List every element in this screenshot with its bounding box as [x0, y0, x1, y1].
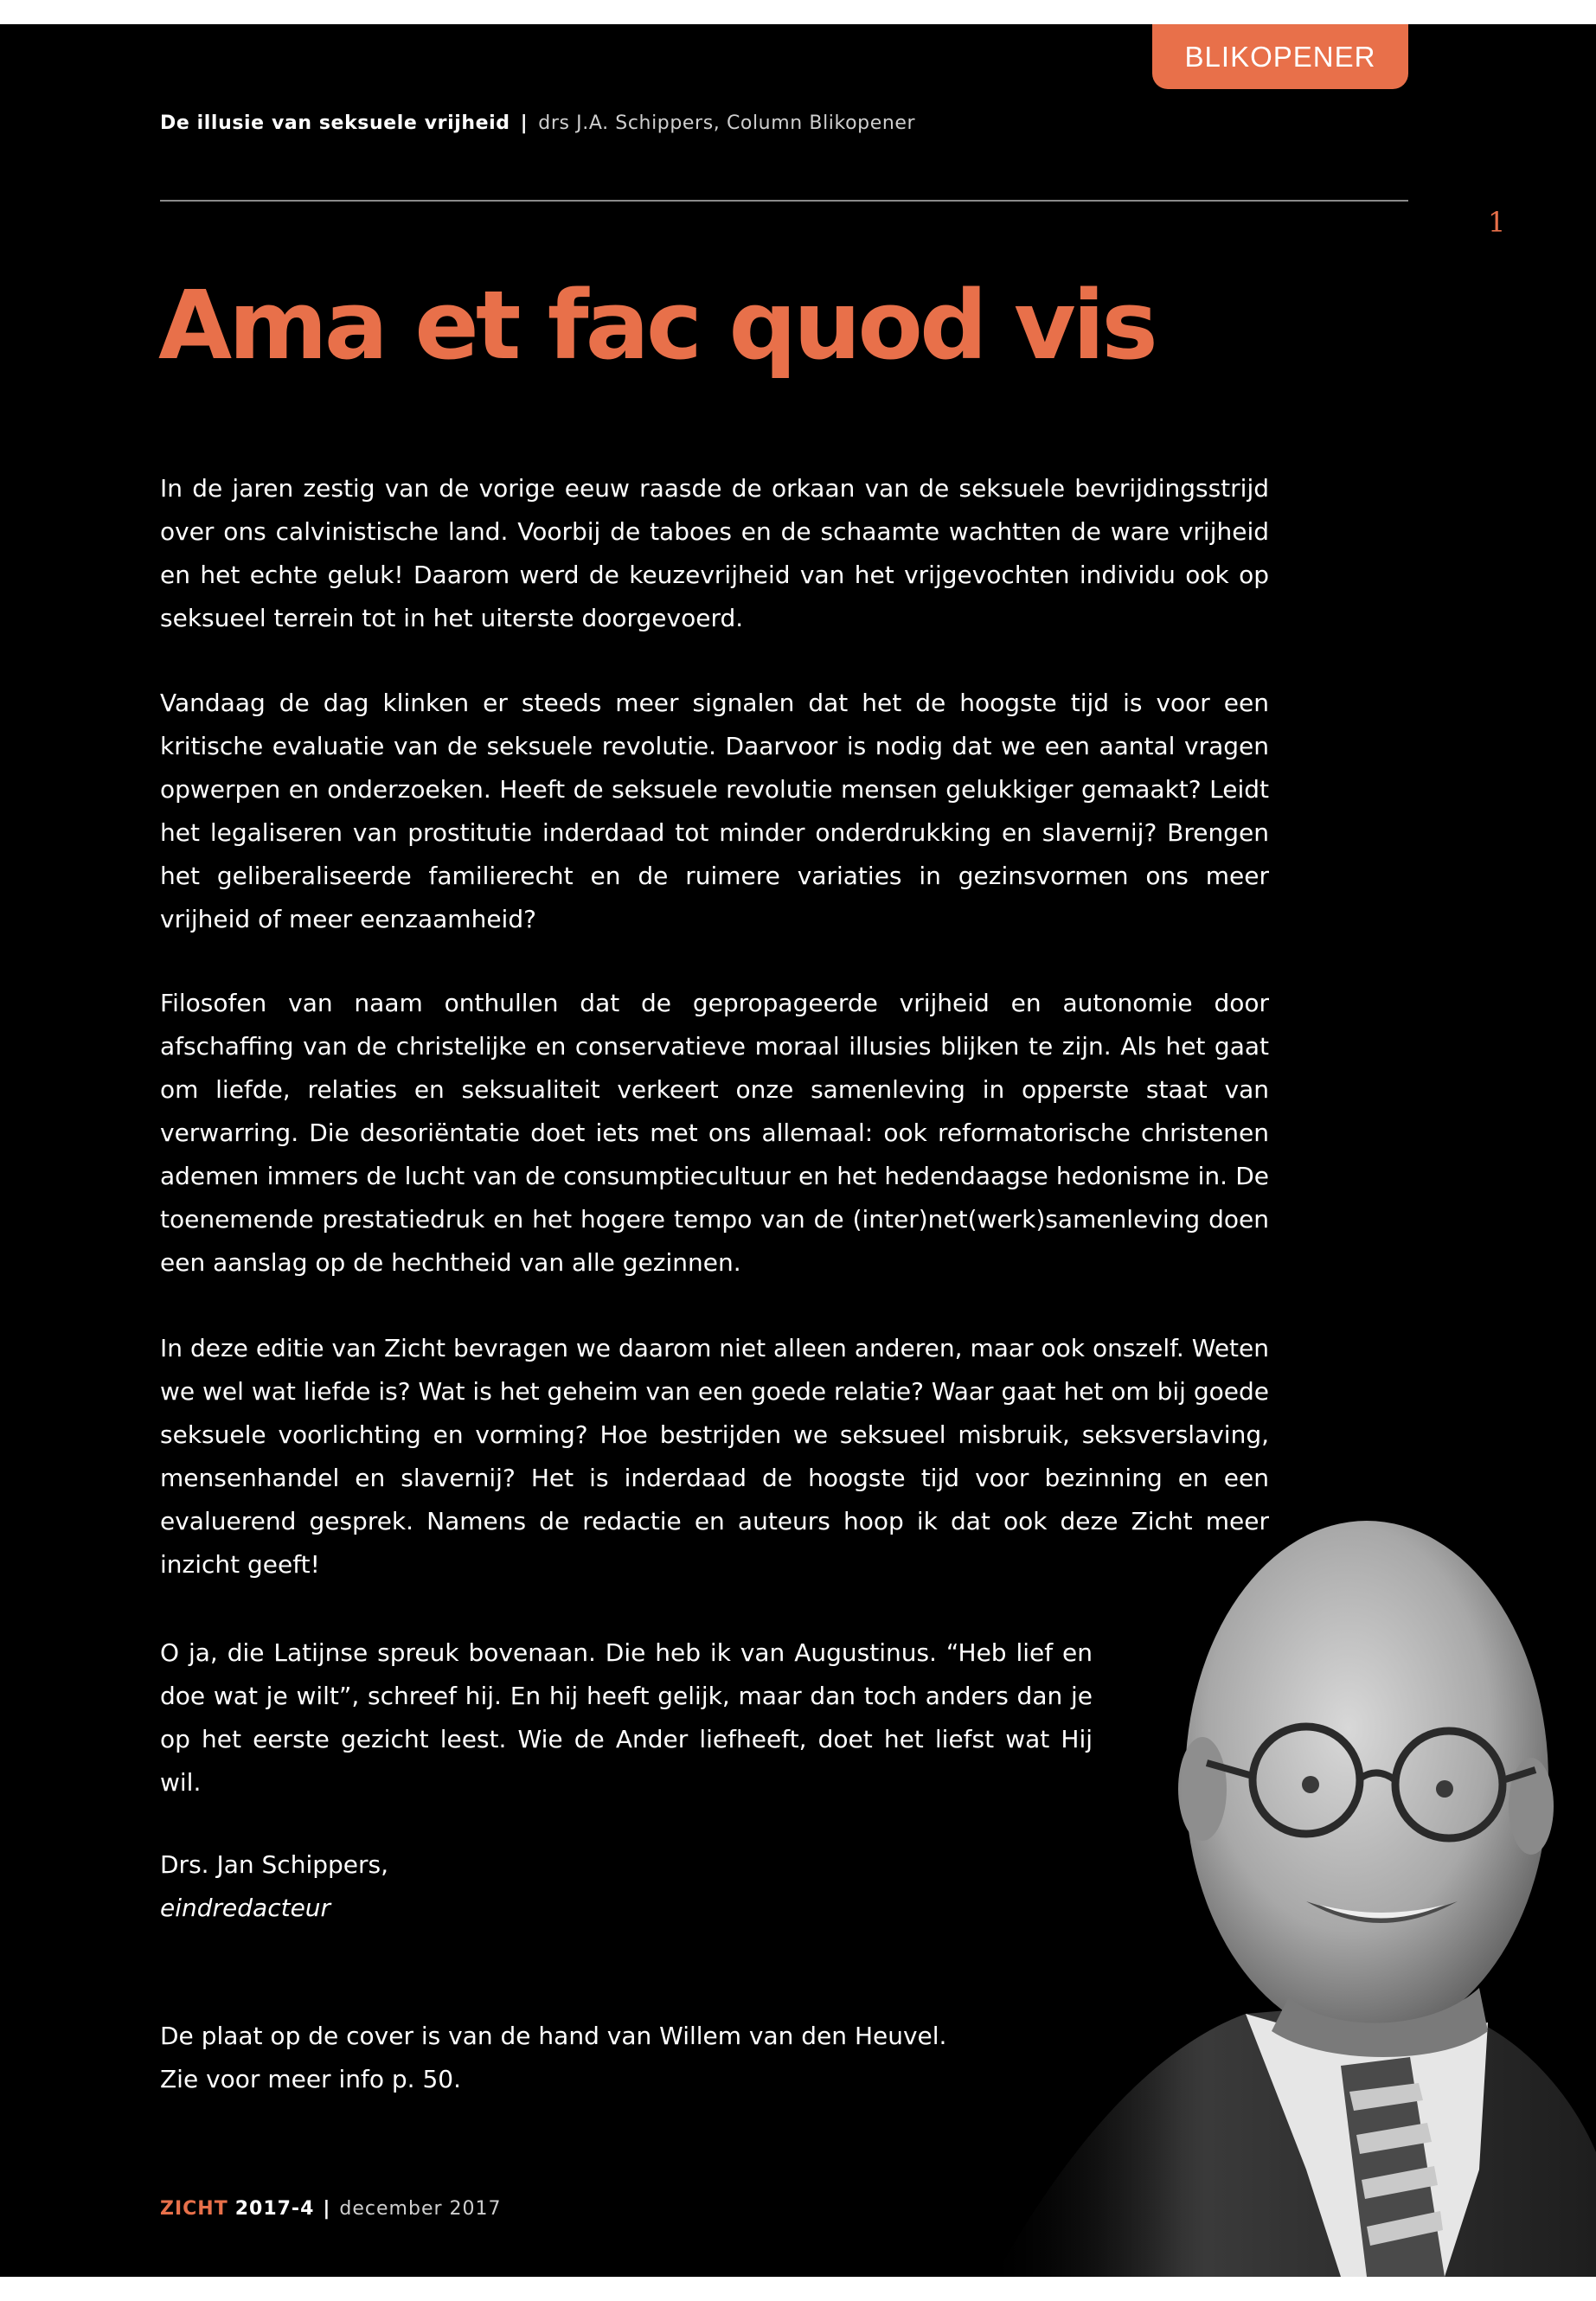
paragraph-augustinus: O ja, die Latijnse spreuk bovenaan. Die heb ik van Augustinus. “Heb lief en doe wat je wilt”, schreef hij. En hij heeft gelijk, maar dan toch anders dan je op het eerste gezicht leest. Wie de Ander liefheeft, doet het liefst wat Hij wil.: [160, 1638, 1093, 1797]
running-header-title: De illusie van seksuele vrijheid: [160, 112, 510, 134]
author-portrait: [960, 1495, 1596, 2277]
running-header-author: drs J.A. Schippers, Column Blikopener: [538, 112, 916, 134]
paragraph-intro: In de jaren zestig van de vorige eeuw raasde de orkaan van de seksuele bevrijdingsstrijd over ons calvinistische land. Voorbij de taboes en de schaamte wachtten de ware vrijheid en het echte geluk! Daarom werd de keuzevrijheid van het vrijgevochten individu ook op seksueel terrein tot in het uiterste doorgevoerd.: [160, 474, 1269, 632]
signature-role: eindredacteur: [160, 1894, 331, 1922]
page-footer: [160, 2198, 502, 2220]
section-tab: BLIKOPENER: [1152, 24, 1408, 89]
signature: [160, 1843, 388, 1930]
signature-name: Drs. Jan Schippers,: [160, 1850, 388, 1879]
footer-issue: 2017-4: [234, 2198, 315, 2220]
page-number: 1: [1488, 206, 1506, 239]
paragraph-philosophers: Filosofen van naam onthullen dat de gepropageerde vrijheid en autonomie door afschaffing van de christelijke en conservatieve moraal illusies blijken te zijn. Als het gaat om liefde, relaties en seksualiteit verkeert onze samenleving in opperste staat van verwarring. Die desoriëntatie doet iets met ons allemaal: ook reformatorische christenen ademen immers de lucht van de consumptiecultuur en het hedendaagse hedonisme in. De toenemende prestatiedruk en het hogere tempo van de (inter)net(werk)samenleving doen een aanslag op de hechtheid van alle gezinnen.: [160, 989, 1269, 1277]
running-header-separator: |: [520, 112, 529, 134]
footer-separator: |: [323, 2198, 331, 2220]
article-title: Ama et fac quod vis: [158, 270, 1155, 381]
cover-note-line-1: De plaat op de cover is van de hand van Willem van den Heuvel.: [160, 2022, 947, 2050]
paragraph-edition: In deze editie van Zicht bevragen we daarom niet alleen anderen, maar ook onszelf. Weten we wel wat liefde is? Wat is het geheim van een goede relatie? Waar gaat het om bij goede seksuele voorlichting en vorming? Hoe bestrijden we seksueel misbruik, seksverslaving, mensenhandel en slavernij? Het is inderdaad de hoogste tijd voor bezinning en een evaluerend gesprek. Namens de redactie en auteurs hoop ik dat ook deze Zicht meer inzicht geeft!: [160, 1334, 1269, 1579]
footer-magazine: ZICHT: [160, 2198, 228, 2220]
header-divider: [160, 200, 1408, 202]
footer-date: december 2017: [339, 2198, 502, 2220]
cover-note: [160, 2015, 1025, 2101]
cover-note-line-2: Zie voor meer info p. 50.: [160, 2065, 461, 2093]
magazine-page: [0, 24, 1596, 2277]
running-header: [160, 112, 915, 134]
paragraph-evaluation: Vandaag de dag klinken er steeds meer signalen dat het de hoogste tijd is voor een kritische evaluatie van de seksuele revolutie. Daarvoor is nodig dat we een aantal vragen opwerpen en onderzoeken. Heeft de seksuele revolutie mensen gelukkiger gemaakt? Leidt het legaliseren van prostitutie inderdaad tot minder onderdrukking en slavernij? Brengen het geliberaliseerde familierecht en de ruimere variaties in gezinsvormen ons meer vrijheid of meer eenzaamheid?: [160, 689, 1269, 933]
